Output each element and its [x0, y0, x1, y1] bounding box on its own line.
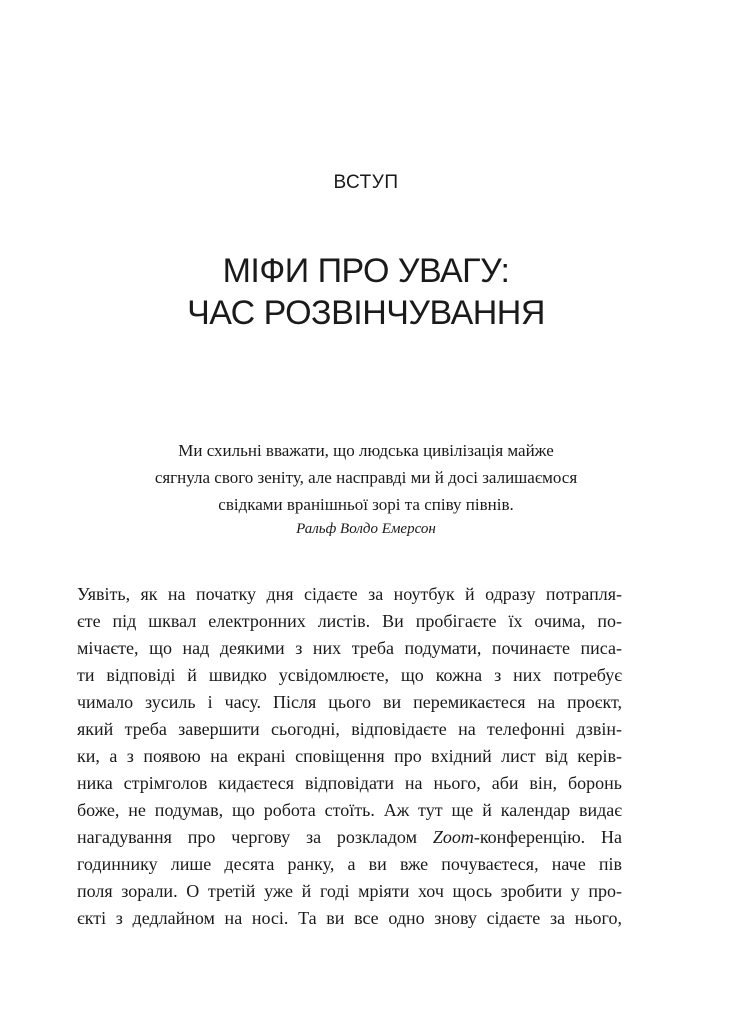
epigraph-line: сягнула свого зеніту, але насправді ми й досі залишаємося	[154, 468, 578, 487]
body-line: Уявіть, як на початку дня сідаєте за ноутбук й одразу потрапля-	[77, 584, 622, 604]
chapter-title	[0, 250, 732, 334]
body-line: годиннику лише десята ранку, а ви вже почуваєтеся, наче пів	[77, 854, 622, 874]
epigraph-line: свідками вранішньої зорі та співу півнів.	[218, 495, 514, 514]
body-line: єте під шквал електронних листів. Ви пробігаєте їх очима, по-	[77, 611, 622, 631]
body-line: ки, а з появою на екрані сповіщення про вхідний лист від керів-	[77, 746, 622, 766]
epigraph-author: Ральф Волдо Емерсон	[296, 521, 436, 537]
zoom-term: Zoom	[432, 827, 474, 847]
body-line-part: нагадування про чергову за розкладом	[77, 827, 433, 847]
body-line: який треба завершити сьогодні, відповідаєте на телефонні дзвін-	[77, 719, 622, 739]
body-line: ника стрімголов кидаєтеся відповідати на нього, аби він, боронь	[77, 773, 622, 793]
body-line: поля зорали. О третій уже й годі мріяти хоч щось зробити у про-	[77, 881, 622, 901]
body-line: єкті з дедлайном на носі. Та ви все одно знову сідаєте за нього,	[77, 908, 622, 928]
chapter-title-line-1: МІФИ ПРО УВАГУ:	[222, 252, 510, 290]
body-line: чимало зусиль і часу. Після цього ви перемикаєтеся на проєкт,	[77, 692, 622, 712]
section-label: ВСТУП	[333, 172, 399, 193]
epigraph-line: Ми схильні вважати, що людська цивілізація майже	[178, 441, 554, 460]
body-line: боже, не подумав, що робота стоїть. Аж тут ще й календар видає	[77, 800, 622, 820]
body-line-part: -конференцію. На	[473, 827, 622, 847]
body-line: ти відповіді й швидко усвідомлюєте, що кожна з них потребує	[77, 665, 622, 685]
chapter-title-line-2: ЧАС РОЗВІНЧУВАННЯ	[187, 294, 545, 332]
body-line: мічаєте, що над деякими з них треба подумати, починаєте писа-	[77, 638, 622, 658]
body-paragraph	[77, 581, 622, 932]
body-line-with-zoom	[77, 824, 622, 851]
epigraph	[0, 437, 732, 518]
